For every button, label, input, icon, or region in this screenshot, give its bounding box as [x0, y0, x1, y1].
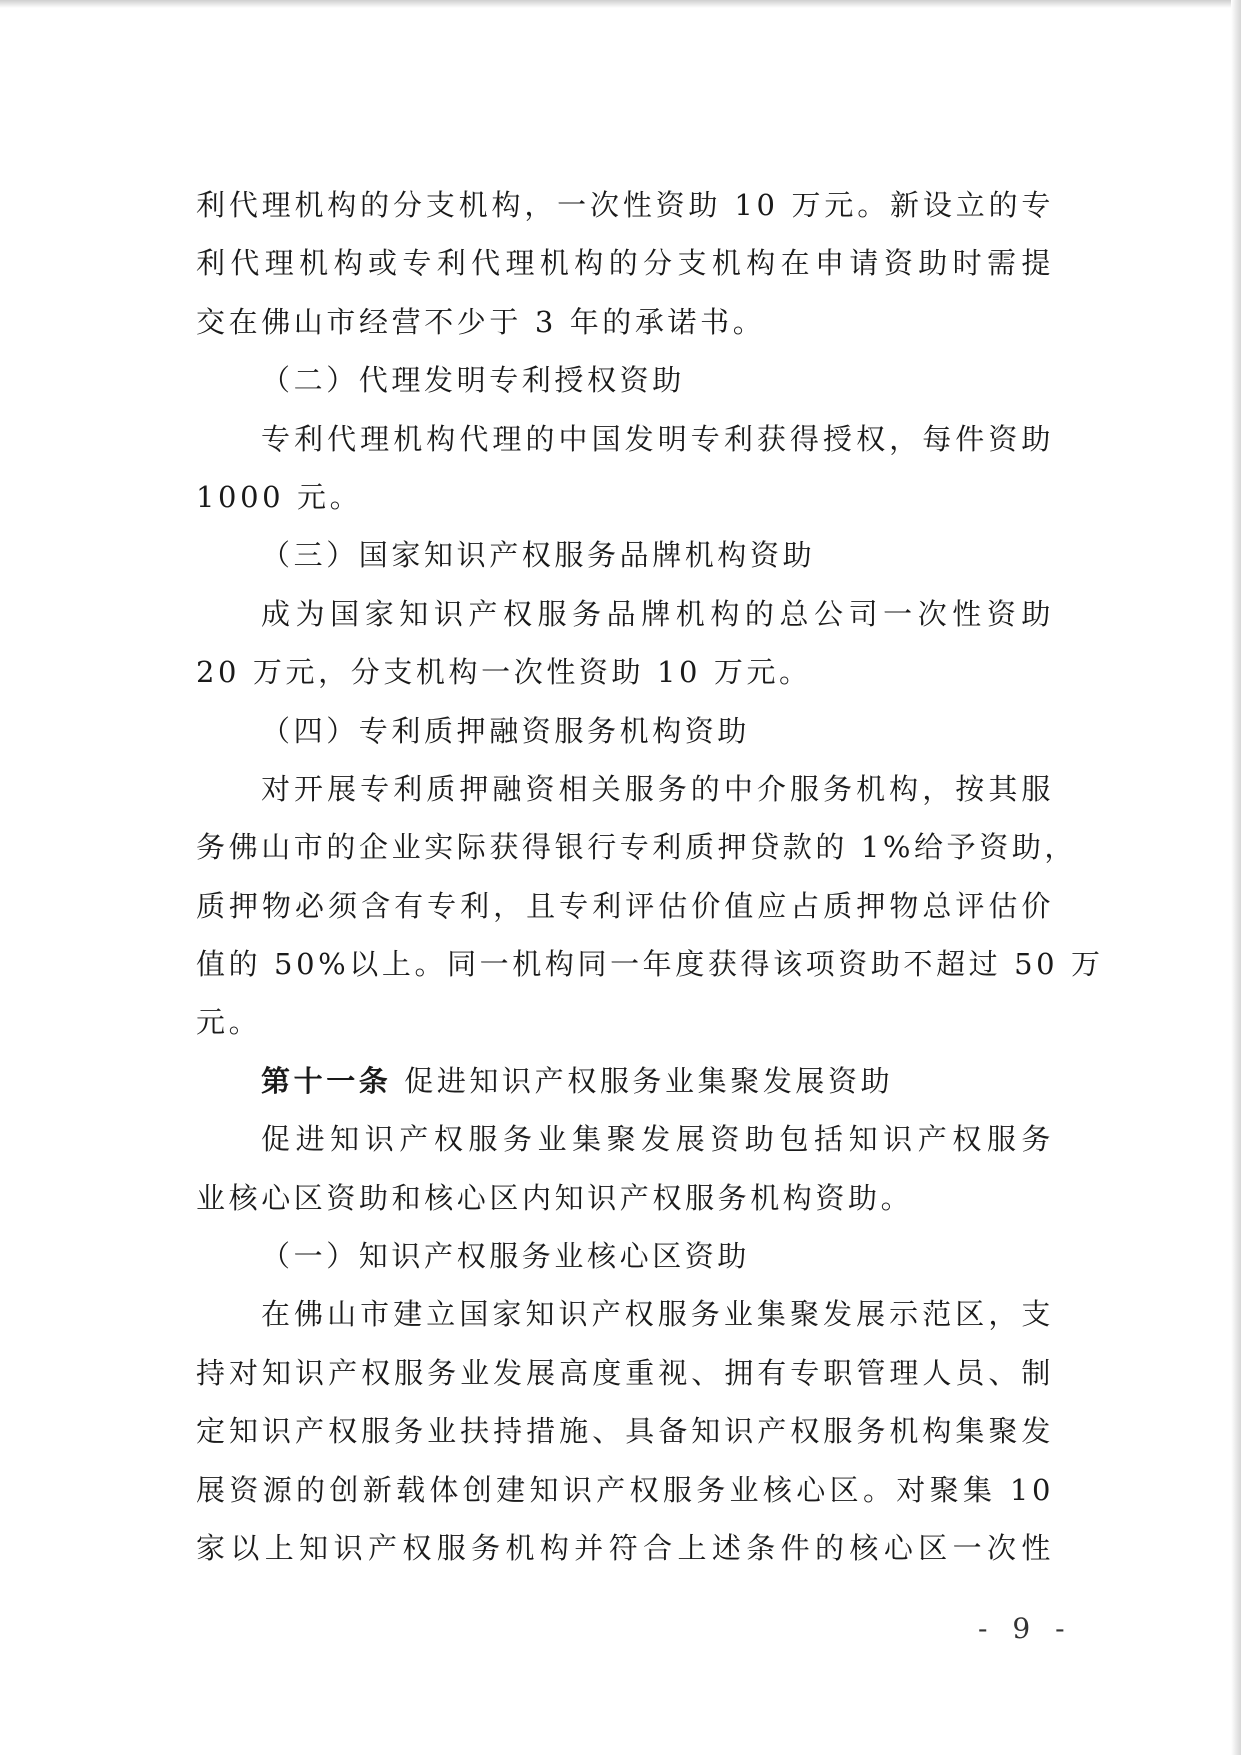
- text-line: 展资源的创新载体创建知识产权服务业核心区。对聚集 10: [196, 1472, 1054, 1507]
- text-line: 持对知识产权服务业发展高度重视、拥有专职管理人员、制: [196, 1355, 1054, 1390]
- paragraph-first-line: 在佛山市建立国家知识产权服务业集聚发展示范区，支: [261, 1297, 1054, 1332]
- section-heading: （四）专利质押融资服务机构资助: [261, 713, 751, 748]
- text-line: 家以上知识产权服务机构并符合上述条件的核心区一次性: [196, 1530, 1054, 1565]
- text-line: 利代理机构或专利代理机构的分支机构在申请资助时需提: [196, 246, 1054, 281]
- article-heading: [196, 1052, 1054, 1110]
- text-line: 定知识产权服务业扶持措施、具备知识产权服务机构集聚发: [196, 1414, 1054, 1449]
- text-line: 20 万元，分支机构一次性资助 10 万元。: [196, 655, 812, 690]
- text-line: 交在佛山市经营不少于 3 年的承诺书。: [196, 304, 766, 339]
- article-number: 第十一条: [261, 1063, 392, 1098]
- section-heading: （二）代理发明专利授权资助: [261, 363, 685, 398]
- article-title: 促进知识产权服务业集聚发展资助: [404, 1063, 894, 1098]
- text-line: 利代理机构的分支机构，一次性资助 10 万元。新设立的专: [196, 188, 1054, 222]
- text-line: 业核心区资助和核心区内知识产权服务机构资助。: [196, 1180, 914, 1215]
- section-heading: （一）知识产权服务业核心区资助: [261, 1239, 751, 1274]
- paragraph-first-line: 专利代理机构代理的中国发明专利获得授权，每件资助: [261, 421, 1054, 456]
- text-line: 务佛山市的企业实际获得银行专利质押贷款的 1%给予资助，: [196, 830, 1078, 865]
- paragraph-first-line: 成为国家知识产权服务品牌机构的总公司一次性资助: [261, 596, 1054, 631]
- paragraph-first-line: 促进知识产权服务业集聚发展资助包括知识产权服务: [261, 1122, 1054, 1157]
- scan-edge-top: [0, 0, 1241, 8]
- document-body: [196, 176, 1104, 1577]
- scan-edge-right: [1231, 0, 1241, 1755]
- text-line: 值的 50%以上。同一机构同一年度获得该项资助不超过 50 万: [196, 947, 1104, 982]
- paragraph-first-line: 对开展专利质押融资相关服务的中介服务机构，按其服: [261, 771, 1054, 806]
- section-heading: （三）国家知识产权服务品牌机构资助: [261, 538, 816, 573]
- page-number: - 9 -: [978, 1612, 1073, 1645]
- text-line: 元。: [196, 1005, 262, 1040]
- text-line: 质押物必须含有专利，且专利评估价值应占质押物总评估价: [196, 888, 1054, 923]
- text-line: 1000 元。: [196, 479, 363, 514]
